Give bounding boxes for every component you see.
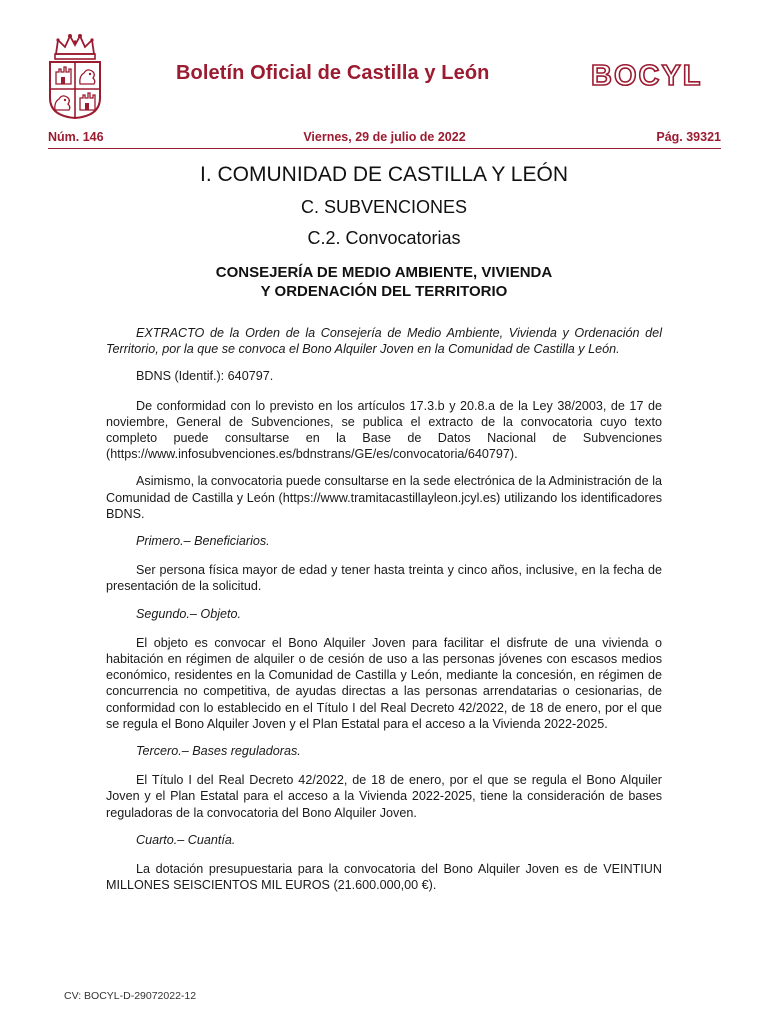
header-divider [48,148,721,149]
article-text-cuarto: La dotación presupuestaria para la convocatoria del Bono Alquiler Joven es de VEINTIUN MILLONES SEISCIENTOS MIL EUROS (21.600.000,00 €). [106,862,662,893]
article-text-primero: Ser persona física mayor de edad y tener hasta treinta y cinco años, inclusive, en la fecha de presentación de la solicitud. [106,563,662,594]
summary-paragraph: EXTRACTO de la Orden de la Consejería de Medio Ambiente, Vivienda y Ordenación del Territorio, por la que se convoca el Bono Alquiler Joven en la Comunidad de Castilla y León. [106,326,662,357]
svg-text:BOCYL: BOCYL [591,60,703,90]
coat-of-arms-icon [46,32,104,120]
document-header [0,0,768,130]
bocyl-logo [591,60,721,90]
article-text-tercero: El Título I del Real Decreto 42/2022, de 18 de enero, por el que se regula el Bono Alquiler Joven y el Plan Estatal para el acceso a la Vivienda 2022-2025, tiene la consideración de bases reguladoras de la convocatoria del Bono Alquiler Joven. [106,773,662,820]
section-heading-level2: C. SUBVENCIONES [300,197,468,217]
page-number: Pág. 39321 [656,130,721,144]
issue-number: Núm. 146 [48,130,104,144]
article-heading-segundo: Segundo.– Objeto. [136,606,242,621]
section-heading-level3: C.2. Convocatorias [307,228,461,248]
article-heading-tercero: Tercero.– Bases reguladoras. [136,744,301,759]
article-heading-primero: Primero.– Beneficiarios. [136,534,270,549]
verification-code: CV: BOCYL-D-29072022-12 [64,990,197,1002]
body-paragraph: Asimismo, la convocatoria puede consultarse en la sede electrónica de la Administración de la Comunidad de Castilla y León (https://www.tramitacastillayleon.jcyl.es) utilizando los identificadores BDNS. [106,474,662,521]
article-heading-cuarto: Cuarto.– Cuantía. [136,832,236,847]
agency-heading [0,263,768,301]
body-paragraph: De conformidad con lo previsto en los artículos 17.3.b y 20.8.a de la Ley 38/2003, de 17 de noviembre, General de Subvenciones, se publica el extracto de la convocatoria cuyo texto completo puede consultarse en la Base de Datos Nacional de Subvenciones (https://www.infosubvenciones.es/bdnstrans/GE/es/convocatoria/640797). [106,398,662,462]
document-body [106,325,662,904]
bdns-identifier: BDNS (Identif.): 640797. [136,369,274,384]
section-heading-level1: I. COMUNIDAD DE CASTILLA Y LEÓN [200,163,568,186]
issue-date: Viernes, 29 de julio de 2022 [303,130,466,144]
issue-meta-row [48,130,721,146]
agency-line-1: CONSEJERÍA DE MEDIO AMBIENTE, VIVIENDA [215,264,553,281]
article-text-segundo: El objeto es convocar el Bono Alquiler Joven para facilitar el disfrute de una vivienda o habitación en régimen de alquiler o de cesión de uso a las personas jóvenes con escasos medios económico, residentes en la Comunidad de Castilla y León, mediante la concesión, en régimen de concurrencia no competitiva, de ayudas directas a las personas arrendatarias o cesionarias, de conformidad con lo establecido en el Título I del Real Decreto 42/2022, de 18 de enero, por el que se regula el Bono Alquiler Joven y el Plan Estatal para el acceso a la Vivienda 2022-2025. [106,635,662,731]
agency-line-2: Y ORDENACIÓN DEL TERRITORIO [260,283,508,300]
journal-title: Boletín Oficial de Castilla y León [176,62,490,84]
